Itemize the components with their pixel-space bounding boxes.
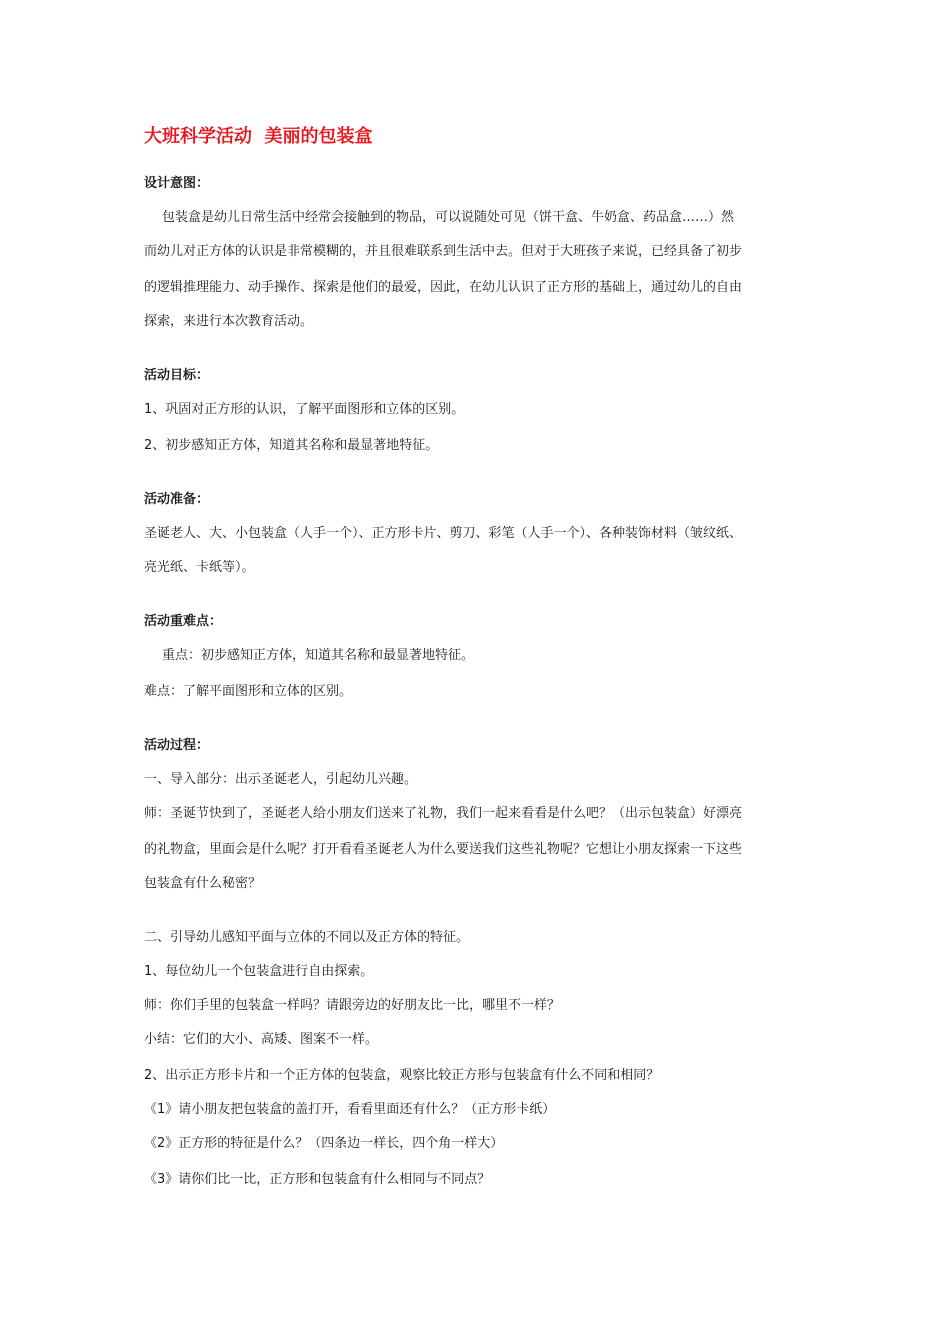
keypoints-heading: 活动重难点： (144, 614, 223, 629)
process-line: 《2》正方形的特征是什么？（四条边一样长，四个角一样大） (144, 1136, 504, 1151)
process-line: 师：圣诞节快到了，圣诞老人给小朋友们送来了礼物，我们一起来看看是什么吧？（出示包装盒）好漂亮 (144, 806, 743, 821)
preparation-line: 亮光纸、卡纸等）。 (144, 560, 255, 575)
design-paragraph-line: 探索，来进行本次教育活动。 (144, 314, 314, 329)
document-title: 大班科学活动 美丽的包装盒 (144, 126, 373, 147)
process-line: 的礼物盒，里面会是什么呢？打开看看圣诞老人为什么要送我们这些礼物呢？它想让小朋友探索一下这些 (144, 842, 743, 857)
process-line: 1、每位幼儿一个包装盒进行自由探索。 (144, 964, 374, 979)
process-line: 小结：它们的大小、高矮、图案不一样。 (144, 1032, 379, 1047)
process-line: 一、导入部分：出示圣诞老人，引起幼儿兴趣。 (144, 772, 418, 787)
process-line: 《1》请小朋友把包装盒的盖打开，看看里面还有什么？（正方形卡纸） (144, 1102, 556, 1117)
goal-item: 1、巩固对正方形的认识，了解平面图形和立体的区别。 (144, 402, 465, 417)
preparation-line: 圣诞老人、大、小包装盒（人手一个）、正方形卡片、剪刀、彩笔（人手一个）、各种装饰材料（皱纹纸、 (144, 526, 743, 541)
keypoint-line: 难点：了解平面图形和立体的区别。 (144, 684, 353, 699)
process-line: 二、引导幼儿感知平面与立体的不同以及正方体的特征。 (144, 930, 470, 945)
preparation-heading: 活动准备： (144, 492, 210, 507)
design-paragraph-line: 的逻辑推理能力、动手操作、探索是他们的最爱，因此，在幼儿认识了正方形的基础上，通过幼儿的自由 (144, 280, 743, 295)
process-line: 2、出示正方形卡片和一个正方体的包装盒，观察比较正方形与包装盒有什么不同和相同？ (144, 1068, 660, 1083)
process-heading: 活动过程： (144, 738, 210, 753)
process-line: 师：你们手里的包装盒一样吗？请跟旁边的好朋友比一比，哪里不一样？ (144, 998, 561, 1013)
process-line: 包装盒有什么秘密？ (144, 876, 262, 891)
design-paragraph-line: 而幼儿对正方体的认识是非常模糊的，并且很难联系到生活中去。但对于大班孩子来说，已经具备了初步 (144, 244, 743, 259)
goal-item: 2、初步感知正方体，知道其名称和最显著地特征。 (144, 438, 439, 453)
design-paragraph-line: 包装盒是幼儿日常生活中经常会接触到的物品，可以说随处可见（饼干盒、牛奶盒、药品盒……）然 (162, 210, 735, 225)
keypoint-line: 重点：初步感知正方体，知道其名称和最显著地特征。 (162, 648, 475, 663)
process-line: 《3》请你们比一比，正方形和包装盒有什么相同与不同点？ (144, 1172, 491, 1187)
goals-heading: 活动目标： (144, 368, 210, 383)
design-heading: 设计意图： (144, 176, 210, 191)
